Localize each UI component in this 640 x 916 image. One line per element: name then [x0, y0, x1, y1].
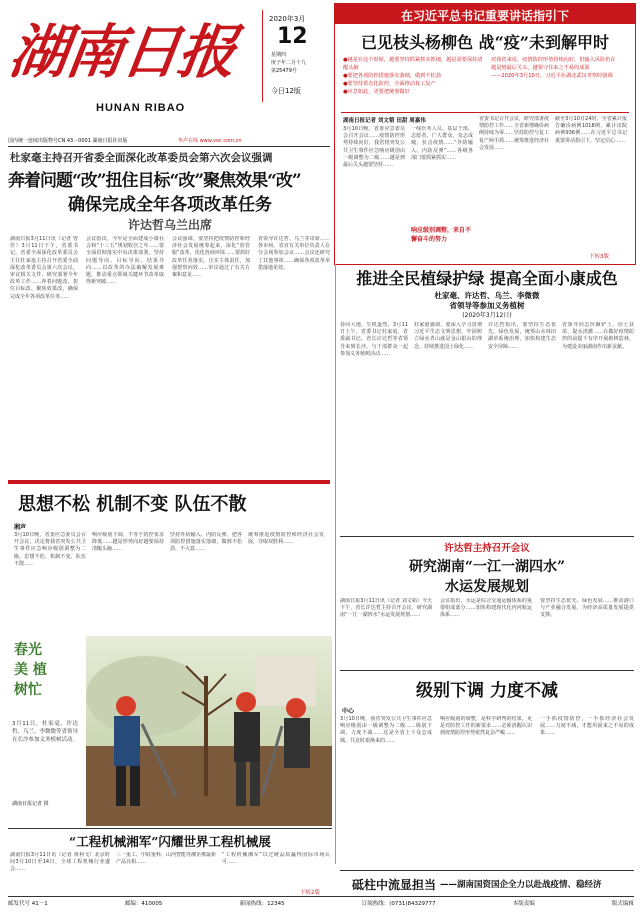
commentary-top-rule: [8, 480, 330, 482]
tree-headline: 推进全民植绿护绿 提高全面小康成色: [356, 269, 618, 288]
main-subhead: 许达哲乌兰出席: [127, 218, 212, 232]
date-year: 2020年3月: [269, 15, 306, 23]
top-bullets: [343, 56, 483, 96]
page-count: 今日12版: [271, 87, 301, 95]
top-body-col4: 截至3月10日24时，全省累计报告确诊病例1018例，累计出院病例936例……在习近平总书记重要讲话指引下，坚定信心……: [555, 116, 627, 144]
level-body-col3: 一手抓疫情防控，一手抓经济社会发展……力度不减，才能巩固来之不易的成果……: [540, 716, 634, 737]
main-headline-line2: 确保完成全年各项改革任务: [68, 195, 272, 215]
photo-bottom-rule: [8, 828, 332, 829]
photo-caption-title: 春光美 植树忙: [14, 642, 47, 698]
level-body-col2: 响应级别的调整，是科学研判的结果，更是对防控工作的新要求……必须清醒认识到疫情防控形势依然复杂严峻……: [440, 716, 532, 737]
level-label: 中心: [342, 708, 355, 715]
commentary-headline: 思想不松 机制不变 队伍不散: [18, 494, 247, 515]
footer-item: 版式编辑: [611, 901, 634, 907]
bullet: ●应急如此，更要把统筹做好: [343, 89, 410, 95]
top-body-col2: 一线医务人员、基层干部、志愿者、广大群众，众志成城，抗击疫情……“外防输入、内防反弹”……各级各部门要抓紧抓实……: [411, 126, 473, 161]
column-rule: [335, 264, 336, 864]
masthead: [5, 6, 330, 144]
level-body-col1: 3月10日晚，我省突发公共卫生事件应急响应级别由一级调整为二级……级别下调，力度不减……这是全省上下众志成城、共克时艰换来的……: [340, 716, 432, 744]
level-rule: [340, 670, 634, 671]
water-body-col3: 要坚持生态优先、绿色发展……推动港口与产业融合发展，为经济高质量发展提供支撑。: [540, 598, 634, 619]
footer-item: 本版责编: [512, 901, 535, 907]
top-right-box: [334, 3, 636, 265]
commentary-col4: 统筹推进疫情防控和经济社会发展，夺取双胜利……: [248, 532, 324, 546]
commentary-box: [8, 482, 330, 634]
tree-body-col1: 春回大地，生机盎然。3月11日上午，省委书记杜家毫，省委副书记、省长许达哲等省领导来到长沙，与干部群众一起参加义务植树活动……: [340, 322, 408, 357]
photo-caption: 3月11日，杜家毫、许达哲、乌兰、李微微等省领导在长沙参加义务植树活动。: [12, 721, 78, 743]
top-bullets-right: [491, 56, 627, 80]
banner-text: 在习近平总书记重要讲话指引下: [400, 9, 569, 23]
bullet: 对我省来说，疫情防控形势持续向好，但输入风险仍在: [491, 57, 616, 63]
date-day: 12: [277, 24, 308, 49]
bottom-left-headline: “工程机械湘军”闪耀世界工程机械展: [69, 834, 271, 849]
footer: [8, 899, 634, 911]
water-body-col1: 湖南日报3月11日讯（记者 刘文韬）今天下午，省长许达哲主持召开会议，研究湖南“一江一湖四水”水运发展规划……: [340, 598, 432, 619]
tree-bottom-rule: [340, 536, 634, 537]
top-body-col1: 3月10日晚，省委应急委员会召开会议……疫情防控形势持续向好，我省将突发公共卫生事件应急响应级别由一级调整为二级……越是到最后关头越要坚持……: [343, 126, 405, 169]
bullet: ——2020年3月10日，习近平在湖北武汉考察时强调: [491, 73, 613, 79]
website: 华声在线 www.voc.com.cn: [178, 138, 242, 144]
footer-item: 邮编：410005: [124, 901, 163, 907]
bullet: ●要把各项防控措施落实落细，做到不松劲: [343, 73, 441, 79]
commentary-col1: 3月10日晚，省委应急委员会召开会议，决定将我省突发公共卫生事件应急响应级别调整为二级。思想不松、机制不变、队伍不散……: [14, 532, 86, 567]
footer-item: 新闻热线：12345: [239, 901, 285, 907]
tree-body-col2: 杜家毫强调，要深入学习贯彻习近平生态文明思想，牢固树立绿水青山就是金山银山的理念，持续推进国土绿化……: [414, 322, 482, 350]
banner: [335, 4, 635, 24]
masthead-rule: [8, 146, 330, 147]
main-body-col4: 省领导许达哲、乌兰等出席……各市州、省直有关单位负责人在分会场参加会议……会议还研究了其他事项……确保各项改革举措落地见效。: [258, 236, 330, 271]
top-body-col3: 省委书记召开会议，研究部署疫情防控工作……全省新增确诊病例持续为零……坚持防控与复工复产两手抓……统筹推进经济社会发展……: [479, 116, 549, 151]
tree-body-col3: 许达哲指出，要坚持生态优先、绿色发展，统筹山水林田湖草系统治理，加快构建生态安全屏障……: [488, 322, 556, 350]
photo-credit: 湖南日报记者 摄: [12, 801, 49, 807]
bottom-left-body-col3: “工程机械湘军”以过硬品质赢得国际市场认可……: [222, 852, 330, 866]
bottom-right-title: 砥柱中流显担当: [352, 878, 437, 892]
newspaper-pinyin: HUNAN RIBAO: [96, 102, 186, 114]
bottom-left-body-col2: 三一重工、中联重科、山河智能等湘企携最新产品亮相……: [116, 852, 216, 866]
footer-item: 订阅热线：(0731)84329777: [361, 901, 436, 907]
level-headline: 级别下调 力度不减: [416, 681, 558, 701]
tree-subline1: 杜家毫、许达哲、乌兰、李微微: [434, 291, 540, 300]
main-body-col3: 会议强调，要坚持把疫情防控和经济社会发展统筹起来，深化“放管服”改革，优化营商环境……要抓好改革任务落实，压实主体责任，加强督察问效……审议通过了有关方案和意见……: [172, 236, 250, 279]
bullet: 越是到最后关头，越要守住来之不易的成果: [491, 65, 590, 71]
footer-rule: [8, 896, 634, 897]
commentary-col2: 响应级别下调，不等于防控要求降低……越是形势向好越要保持清醒头脑……: [92, 532, 164, 553]
bullet: ●要坚持常态化防控，全面推动复工复产: [343, 81, 436, 87]
date-weekday: 星期四: [271, 52, 287, 58]
tree-date: (2020年3月12日): [462, 312, 512, 319]
top-divider: [341, 112, 629, 113]
newspaper-title: 湖南日报: [5, 18, 239, 86]
water-kicker: 许达哲主持召开会议: [444, 543, 530, 554]
date-box: [262, 10, 327, 102]
main-body-col2: 会议指出，今年是全面建成小康社会和“十三五”规划收官之年……要全面贯彻落实中央决策部署，坚持问题导向、目标导向、结果导向……以改革的办法破解发展难题，推动重点领域关键环节改革取得新突破……: [86, 236, 164, 286]
tree-subline2: 省领导等参加义务植树: [449, 301, 525, 310]
commentary-col3: 坚持外防输入、内防反弹，把各项防控措施落实落细，做到不松劲、不大意……: [170, 532, 242, 553]
main-kicker: 杜家毫主持召开省委全面深化改革委员会第六次会议强调: [10, 152, 273, 164]
bottom-left-more: 下转2版: [300, 890, 320, 896]
date-lunar: 庚子年二月十九: [271, 60, 307, 66]
tree-body-col4: 省领导同志挥锹铲土、培土扶苗、提水浇灌……在做好疫情防控的前提下有序开展植树造林，为建设美丽湖南作出新贡献。: [562, 322, 634, 350]
footer-item: 邮发代号 41－1: [8, 901, 48, 907]
issue-number: 第25479号: [271, 68, 297, 74]
bottom-right-subtitle: ——湖南国资国企全力以赴战疫情、稳经济: [440, 880, 602, 890]
main-headline-line1: 奔着问题“改”扭住目标“改”聚焦效果“改”: [8, 171, 301, 191]
water-body-col2: 会议指出，水运是综合交通运输体系的重要组成部分……加快构建现代化内河航运体系……: [440, 598, 532, 619]
sub-title: 响应级别调整，来自不懈奋斗的努力: [411, 227, 472, 243]
main-body-col1: 湖南日报3月11日讯（记者 曾佳）3月11日下午，省委书记、省委全面深化改革委员会主任杜家毫主持召开省委全面深化改革委员会第六次会议，审议相关文件，研究部署今年改革工作……奔着问题改、扭住目标改、聚焦效果改，确保完成全年各项改革任务……: [10, 236, 78, 300]
top-headline: 已见枝头杨柳色 战“疫”未到解甲时: [361, 33, 609, 52]
water-headline2: 水运发展规划: [445, 579, 529, 595]
water-headline1: 研究湖南“一江一湖四水”: [408, 559, 566, 575]
level-bottom-rule: [340, 870, 634, 871]
publication-info: 国内统一连续出版物号CN 43－0001 湖南日报社出版: [8, 138, 128, 144]
commentary-author: 湘声: [14, 524, 27, 531]
bullet: ●越是在这个时候，越要坚持抓紧抓实抓细，越是需要保持清醒头脑: [343, 57, 483, 71]
continued-label: 下转3版: [589, 254, 609, 260]
top-byline: 湖南日报记者 刘文韬 田甜 周嘉伟: [343, 118, 426, 124]
bottom-left-body-col1: 湖南日报3月11日讯（记者 黄利飞）北京时间3月10日至14日，全球工程机械行业盛会……: [10, 852, 110, 873]
tree-planting-photo: [86, 636, 332, 826]
